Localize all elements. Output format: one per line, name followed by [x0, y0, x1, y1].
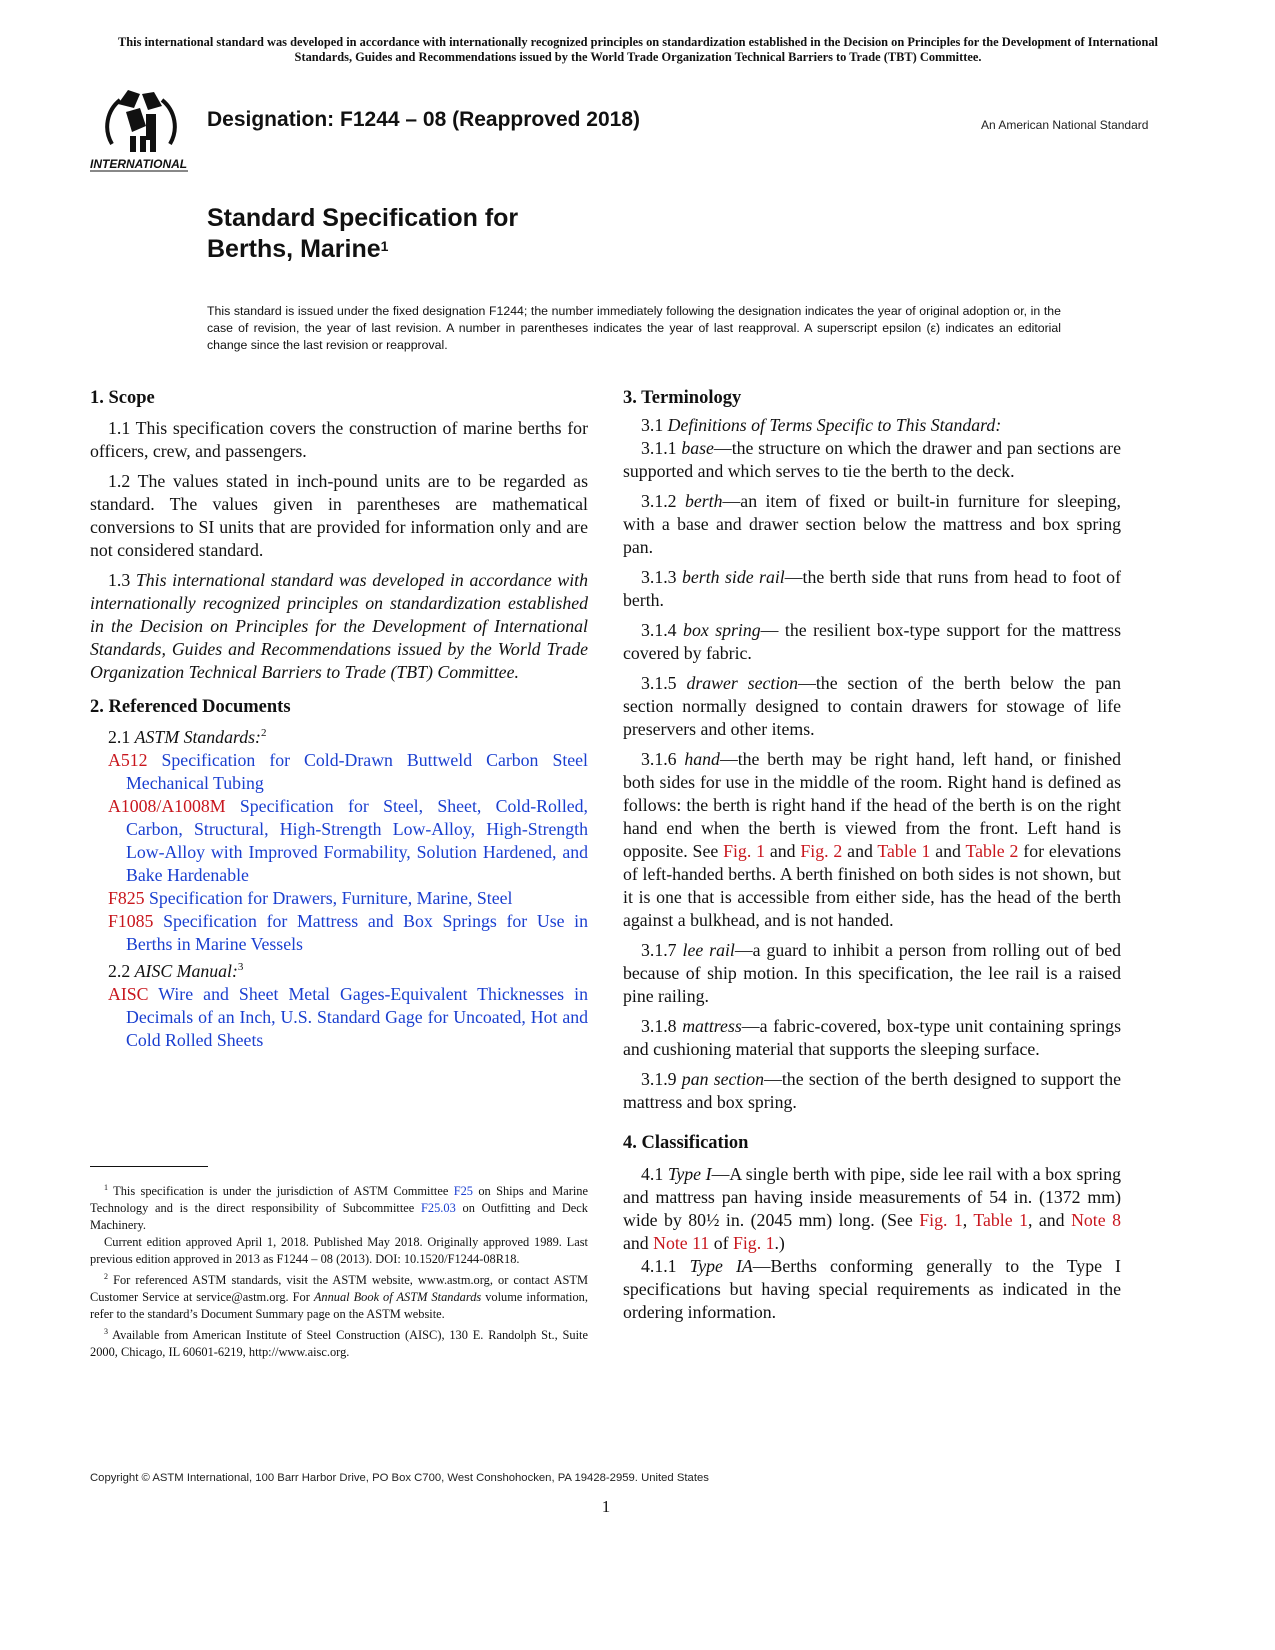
term-pan-section: 3.1.9 pan section—the section of the berth designed to support the mattress and box spring. [623, 1069, 1121, 1112]
footnotes [90, 1179, 588, 1361]
scope-heading: 1. Scope [90, 388, 155, 408]
copyright: Copyright © ASTM International, 100 Barr Harbor Drive, PO Box C700, West Conshohocken, PA 19428-2959. United States [90, 1472, 709, 1484]
ref-aisc[interactable]: AISC Wire and Sheet Metal Gages-Equivalent Thicknesses in Decimals of an Inch, U.S. Standard Gage for Uncoated, Hot and Cold Rolled Sheets [108, 983, 588, 1050]
note-8-link[interactable]: Note 8 [1071, 1210, 1121, 1230]
astm-logo [90, 86, 192, 176]
classification-heading: 4. Classification [623, 1133, 749, 1153]
ref-f1085[interactable]: F1085 Specification for Mattress and Box Springs for Use in Berths in Marine Vessels [108, 910, 588, 954]
classification-4-1: 4.1 Type I—A single berth with pipe, side lee rail with a box spring and mattress pan having inside measurements of 54 in. (1372 mm) wide by 80½ in. (2045 mm) long. (See Fig. 1, Table 1, and Note 8 and Note 11 of Fig. 1.) [623, 1164, 1121, 1253]
term-base: 3.1.1 base—the structure on which the drawer and pan sections are supported and which serves to tie the berth to the deck. [623, 438, 1121, 481]
footnote-divider [90, 1166, 208, 1167]
fig-1-link-3[interactable]: Fig. 1 [732, 1233, 775, 1253]
page-number: 1 [601, 1497, 611, 1516]
left-column [90, 387, 588, 1052]
subcommittee-f25-03-link[interactable]: F25.03 [421, 1201, 456, 1216]
committee-f25-link[interactable]: F25 [453, 1184, 474, 1199]
designation: Designation: F1244 – 08 (Reapproved 2018) [207, 108, 640, 131]
aisc-manual-label: 2.2 AISC Manual:$^3$ [108, 960, 244, 981]
top-notice: This international standard was developed in accordance with internationally recognized principles on standardization established in the Decision on Principles for the Development of International Standards, Guides and Recommendations issued by the World Trade Organization Technical Barriers to Trade (TBT) Committee. [117, 35, 1159, 64]
national-standard-label: An American National Standard [981, 118, 1149, 132]
table-1-link-2[interactable]: Table 1 [973, 1210, 1028, 1230]
term-mattress: 3.1.8 mattress—a fabric-covered, box-type unit containing springs and cushioning material that supports the sleeping surface. [623, 1016, 1121, 1059]
note-11-link[interactable]: Note 11 [653, 1233, 710, 1253]
document-title [207, 203, 518, 265]
right-column [623, 387, 1121, 1324]
ref-a512[interactable]: A512 Specification for Cold-Drawn Buttweld Carbon Steel Mechanical Tubing [108, 749, 588, 793]
scope-1-1: 1.1 This specification covers the construction of marine berths for officers, crew, and passengers. [90, 418, 588, 461]
scope-1-2: 1.2 The values stated in inch-pound units are to be regarded as standard. The values given in parentheses are mathematical conversions to SI units that are provided for information only and are not considered standard. [90, 471, 588, 560]
terminology-heading: 3. Terminology [623, 388, 742, 408]
classification-4-1-1: 4.1.1 Type IA—Berths conforming generally to the Type I specifications but having special requirements as indicated in the ordering information. [623, 1256, 1121, 1322]
ref-a1008[interactable]: A1008/A1008M Specification for Steel, Sheet, Cold-Rolled, Carbon, Structural, High-Strength Low-Alloy, High-Strength Low-Alloy with Improved Formability, Solution Hardened, and Bake Hardenable [108, 795, 589, 885]
table-2-link[interactable]: Table 2 [965, 841, 1019, 861]
term-box-spring: 3.1.4 box spring— the resilient box-type support for the mattress covered by fabric. [623, 620, 1121, 663]
scope-1-3: 1.3 This international standard was developed in accordance with internationally recognized principles on standardization established in the Decision on Principles for the Development of International Standards, Guides and Recommendations issued by the World Trade Organization Technical Barriers to Trade (TBT) Committee. [90, 570, 589, 682]
term-lee-rail: 3.1.7 lee rail—a guard to inhibit a person from rolling out of bed because of ship motion. In this specification, the lee rail is a raised pine railing. [623, 940, 1121, 1006]
footnote-1: $^1$ This specification is under the jurisdiction of ASTM Committee F25 on Ships and Marine Technology and is the direct responsibility of Subcommittee F25.03 on Outfitting and Deck Machinery. [90, 1183, 588, 1233]
term-berth-side-rail: 3.1.3 berth side rail—the berth side that runs from head to foot of berth. [623, 567, 1121, 610]
term-drawer-section: 3.1.5 drawer section—the section of the berth below the pan section normally designed to contain drawers for stowage of life preservers and other items. [623, 673, 1122, 739]
title-line-2: Berths, Marine$^1$ [207, 235, 389, 263]
table-1-link[interactable]: Table 1 [877, 841, 931, 861]
title-footnote-mark[interactable]: 1 [380, 238, 389, 254]
svg-text:INTERNATIONAL: INTERNATIONAL [90, 157, 188, 171]
edition-note: Current edition approved April 1, 2018. Published May 2018. Originally approved 1989. Last previous edition approved in 2013 as F1244 – 08 (2013). DOI: 10.1520/F1244-08R18. [90, 1235, 588, 1267]
footnote-3: $^3$ Available from American Institute of Steel Construction (AISC), 130 E. Randolph St., Suite 2000, Chicago, IL 60601-6219, http://www.aisc.org. [90, 1327, 588, 1360]
fig-1-link-2[interactable]: Fig. 1 [919, 1210, 963, 1230]
issuance-note: This standard is issued under the fixed designation F1244; the number immediately following the designation indicates the year of original adoption or, in the case of revision, the year of last revision. A number in parentheses indicates the year of last reapproval. A superscript epsilon (ε) indicates an editorial change since the last revision or reapproval. [207, 304, 1061, 352]
term-berth: 3.1.2 berth—an item of fixed or built-in furniture for sleeping, with a base and drawer section below the mattress and box spring pan. [623, 491, 1121, 557]
fig-1-link[interactable]: Fig. 1 [723, 841, 766, 861]
footnote-2: $^2$ For referenced ASTM standards, visit the ASTM website, www.astm.org, or contact ASTM Customer Service at service@astm.org. For Annual Book of ASTM Standards volume information, refer to the standard’s Document Summary page on the ASTM website. [90, 1272, 588, 1322]
referenced-documents-heading: 2. Referenced Documents [90, 697, 291, 717]
terminology-3-1: 3.1 Definitions of Terms Specific to This Standard: [641, 415, 1002, 435]
title-line-1: Standard Specification for [207, 204, 519, 232]
ref-f825[interactable]: F825 Specification for Drawers, Furniture, Marine, Steel [108, 887, 513, 908]
astm-logo-icon [90, 86, 192, 176]
term-hand: 3.1.6 hand—the berth may be right hand, left hand, or finished both sides for use in the middle of the room. Right hand is defined as follows: the berth is right hand if the head of the berth is on the right hand end when the berth is viewed from the front. Left hand is opposite. See Fig. 1 and Fig. 2 and Table 1 and Table 2 for elevations of left-handed berths. A berth finished on both sides is not shown, but it is one that is accessible from either side, has the head of the berth against a bulkhead, and is not handed. [623, 749, 1121, 930]
astm-standards-label: 2.1 ASTM Standards:$^2$ [108, 726, 267, 747]
fig-2-link[interactable]: Fig. 2 [800, 841, 843, 861]
